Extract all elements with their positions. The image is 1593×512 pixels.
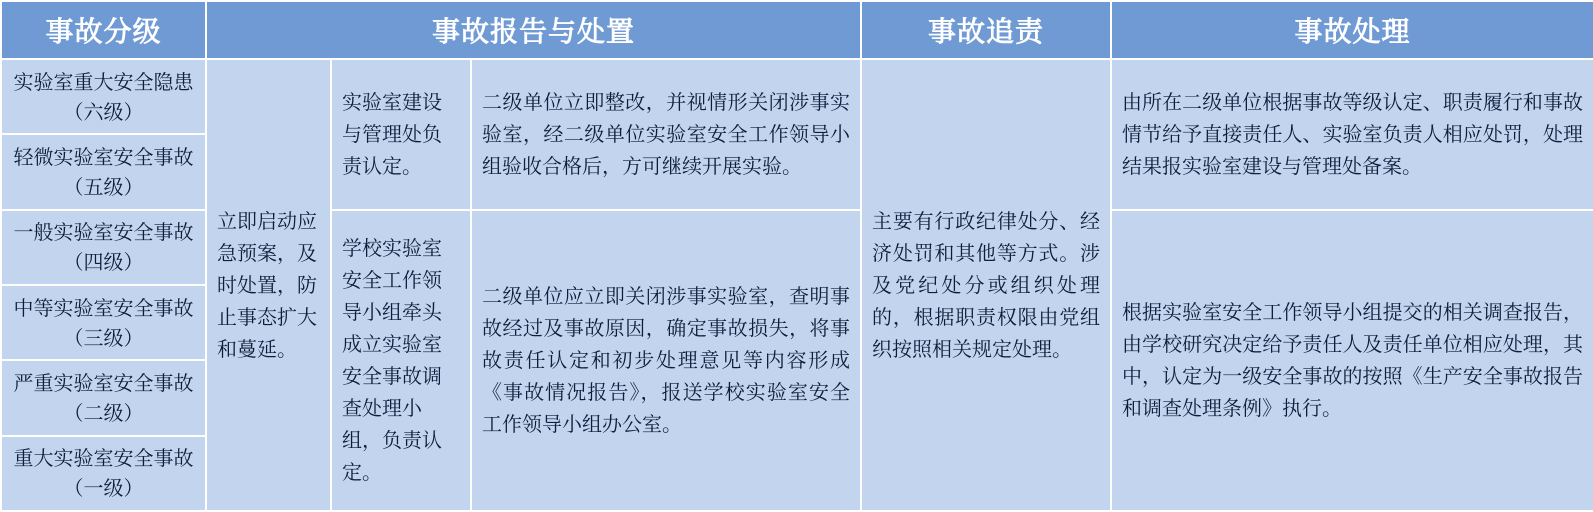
level-cell-6: 实验室重大安全隐患（六级） (1, 59, 206, 134)
table-header-row (1, 1, 1593, 59)
report-disposal-cell-2: 二级单位应立即关闭涉事实验室，查明事故经过及事故原因，确定事故损失，将事故责任认定和初步处理意见等内容形成《事故情况报告》，报送学校实验室安全工作领导小组办公室。 (471, 210, 861, 511)
responsibility-cell-1: 实验室建设与管理处负责认定。 (331, 59, 471, 210)
emergency-response-cell: 立即启动应急预案，及时处置，防止事态扩大和蔓延。 (206, 59, 331, 511)
accountability-cell: 主要有行政纪律处分、经济处罚和其他等方式。涉及党纪处分或组织处理的，根据职责权限由党组织按照相关规定处理。 (861, 59, 1111, 511)
responsibility-cell-2: 学校实验室安全工作领导小组牵头成立实验室安全事故调查处理小组，负责认定。 (331, 210, 471, 511)
level-cell-4: 一般实验室安全事故（四级） (1, 210, 206, 285)
column-header-report-disposal: 事故报告与处置 (206, 1, 861, 59)
level-cell-2: 严重实验室安全事故（二级） (1, 360, 206, 435)
column-header-grading: 事故分级 (1, 1, 206, 59)
level-cell-3: 中等实验室安全事故（三级） (1, 285, 206, 360)
table-row (1, 59, 1593, 134)
level-cell-1: 重大实验室安全事故（一级） (1, 436, 206, 511)
handling-cell-1: 由所在二级单位根据事故等级认定、职责履行和事故情节给予直接责任人、实验室负责人相应处罚，处理结果报实验室建设与管理处备案。 (1111, 59, 1593, 210)
column-header-accountability: 事故追责 (861, 1, 1111, 59)
column-header-handling: 事故处理 (1111, 1, 1593, 59)
table-body (1, 59, 1593, 511)
table-header-row-group (1, 1, 1593, 59)
handling-cell-2: 根据实验室安全工作领导小组提交的相关调查报告，由学校研究决定给予责任人及责任单位相应处理，其中，认定为一级安全事故的按照《生产安全事故报告和调查处理条例》执行。 (1111, 210, 1593, 511)
report-disposal-cell-1: 二级单位立即整改，并视情形关闭涉事实验室，经二级单位实验室安全工作领导小组验收合格后，方可继续开展实验。 (471, 59, 861, 210)
level-cell-5: 轻微实验室安全事故（五级） (1, 134, 206, 209)
